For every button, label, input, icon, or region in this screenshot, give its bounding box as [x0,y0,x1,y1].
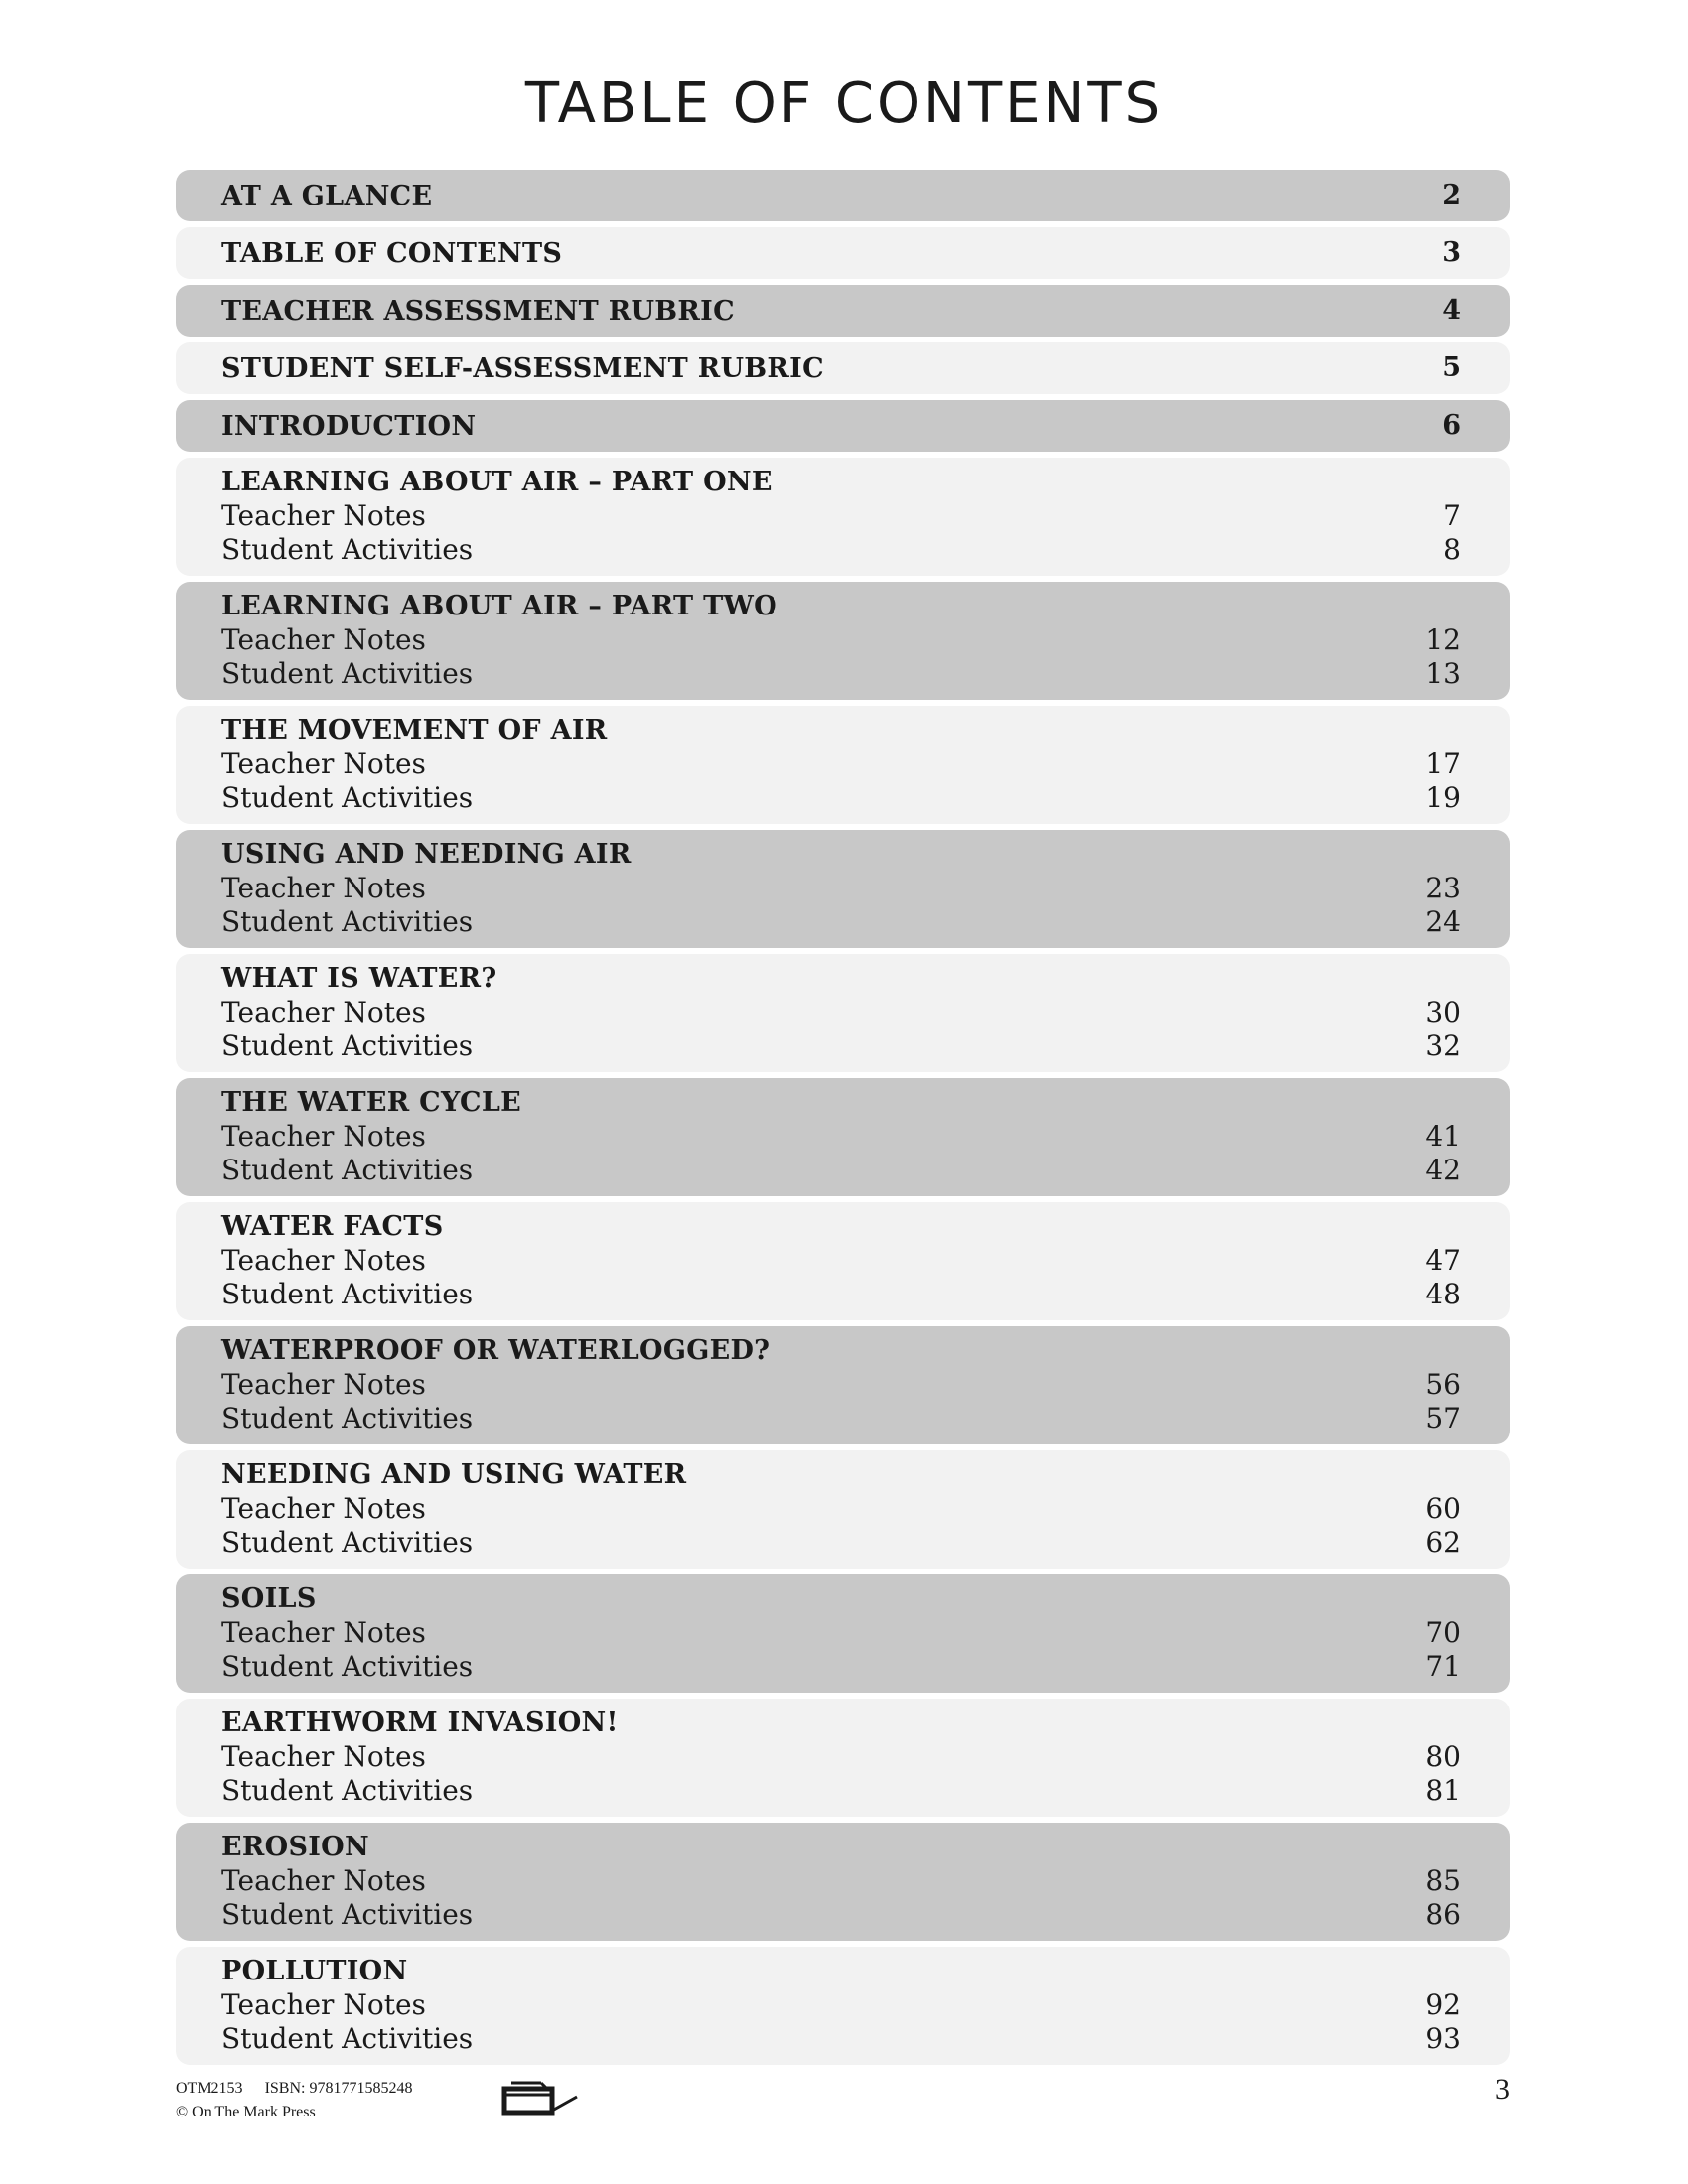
student-activities-page: 86 [1425,1898,1461,1931]
student-activities-line [221,1774,1461,1808]
toc-entry-heading: STUDENT SELF-ASSESSMENT RUBRIC [221,353,824,384]
toc-section-heading: POLLUTION [221,1956,408,1986]
teacher-notes-label: Teacher Notes [221,1368,426,1401]
teacher-notes-line [221,1120,1461,1154]
student-activities-line [221,1650,1461,1684]
student-activities-label: Student Activities [221,781,474,814]
teacher-notes-label: Teacher Notes [221,1244,426,1277]
student-activities-page: 24 [1425,905,1461,938]
teacher-notes-label: Teacher Notes [221,872,426,904]
student-activities-label: Student Activities [221,1650,474,1683]
student-activities-page: 62 [1425,1526,1461,1559]
teacher-notes-label: Teacher Notes [221,1492,426,1525]
toc-entry [176,227,1510,279]
on-the-mark-press-logo-icon [501,2079,581,2122]
toc-section [176,1574,1510,1693]
toc-section-heading: WHAT IS WATER? [221,963,497,994]
page-title: TABLE OF CONTENTS [524,71,1164,136]
toc-section-heading: THE WATER CYCLE [221,1087,522,1118]
student-activities-label: Student Activities [221,1774,474,1807]
teacher-notes-line [221,748,1461,781]
teacher-notes-line [221,1988,1461,2022]
toc-section [176,706,1510,824]
student-activities-page: 81 [1425,1774,1461,1807]
student-activities-line [221,1526,1461,1560]
toc-section-heading: LEARNING ABOUT AIR – PART ONE [221,467,773,497]
teacher-notes-line [221,1492,1461,1526]
teacher-notes-page: 23 [1425,872,1461,904]
toc-section-heading: THE MOVEMENT OF AIR [221,715,608,746]
toc-section [176,1326,1510,1444]
teacher-notes-line [221,1368,1461,1402]
single-entries [176,170,1510,452]
teacher-notes-label: Teacher Notes [221,1120,426,1153]
teacher-notes-line [221,1244,1461,1278]
student-activities-label: Student Activities [221,1278,474,1310]
student-activities-line [221,2022,1461,2056]
toc-entry-page: 4 [1442,295,1461,326]
footer-info [176,2077,412,2124]
toc-section-heading: EARTHWORM INVASION! [221,1707,619,1738]
student-activities-label: Student Activities [221,1154,474,1186]
teacher-notes-page: 7 [1443,499,1461,532]
teacher-notes-line [221,996,1461,1029]
toc-section [176,582,1510,700]
teacher-notes-page: 70 [1425,1616,1461,1649]
teacher-notes-page: 80 [1425,1740,1461,1773]
student-activities-label: Student Activities [221,533,474,566]
student-activities-label: Student Activities [221,905,474,938]
student-activities-line [221,1154,1461,1187]
teacher-notes-page: 47 [1425,1244,1461,1277]
student-activities-line [221,1029,1461,1063]
teacher-notes-line [221,1616,1461,1650]
student-activities-line [221,1402,1461,1435]
teacher-notes-page: 17 [1425,748,1461,780]
student-activities-label: Student Activities [221,1402,474,1434]
toc-section [176,458,1510,576]
student-activities-line [221,1278,1461,1311]
toc-section [176,1699,1510,1817]
teacher-notes-label: Teacher Notes [221,1616,426,1649]
teacher-notes-page: 92 [1425,1988,1461,2021]
student-activities-line [221,1898,1461,1932]
toc-section [176,1947,1510,2065]
toc-section-heading: LEARNING ABOUT AIR – PART TWO [221,591,777,621]
student-activities-page: 19 [1425,781,1461,814]
student-activities-page: 57 [1425,1402,1461,1434]
toc-entry-page: 5 [1442,352,1461,383]
toc-section [176,1450,1510,1569]
student-activities-page: 8 [1443,533,1461,566]
toc-section [176,1823,1510,1941]
toc-section-heading: NEEDING AND USING WATER [221,1459,687,1490]
toc-section [176,954,1510,1072]
teacher-notes-label: Teacher Notes [221,499,426,532]
teacher-notes-line [221,1740,1461,1774]
student-activities-line [221,657,1461,691]
teacher-notes-page: 85 [1425,1864,1461,1897]
toc-entry-heading: AT A GLANCE [221,181,433,211]
toc-section-heading: WATERPROOF OR WATERLOGGED? [221,1335,771,1366]
student-activities-page: 93 [1425,2022,1461,2055]
toc-section-heading: USING AND NEEDING AIR [221,839,632,870]
toc-entry-page: 6 [1442,410,1461,441]
teacher-notes-line [221,623,1461,657]
teacher-notes-page: 41 [1425,1120,1461,1153]
teacher-notes-page: 12 [1425,623,1461,656]
student-activities-label: Student Activities [221,1526,474,1559]
toc-section [176,830,1510,948]
product-code: OTM2153 [176,2080,243,2097]
teacher-notes-label: Teacher Notes [221,623,426,656]
isbn: ISBN: 9781771585248 [264,2080,413,2097]
student-activities-label: Student Activities [221,1029,474,1062]
toc-entry-heading: TABLE OF CONTENTS [221,238,563,269]
toc-entry [176,285,1510,337]
section-entries [176,458,1510,2065]
page-number: 3 [1495,2073,1510,2106]
toc-entry-heading: TEACHER ASSESSMENT RUBRIC [221,296,735,327]
copyright: © On The Mark Press [176,2104,316,2120]
teacher-notes-page: 60 [1425,1492,1461,1525]
toc-section-heading: SOILS [221,1583,317,1614]
student-activities-page: 13 [1425,657,1461,690]
teacher-notes-label: Teacher Notes [221,1988,426,2021]
teacher-notes-line [221,1864,1461,1898]
toc-section [176,1202,1510,1320]
student-activities-page: 42 [1425,1154,1461,1186]
toc-entry-page: 2 [1442,180,1461,210]
student-activities-page: 71 [1425,1650,1461,1683]
teacher-notes-label: Teacher Notes [221,1740,426,1773]
teacher-notes-line [221,499,1461,533]
toc-section [176,1078,1510,1196]
toc-section-heading: WATER FACTS [221,1211,444,1242]
teacher-notes-page: 30 [1425,996,1461,1028]
toc-entry [176,170,1510,221]
teacher-notes-page: 56 [1425,1368,1461,1401]
toc-entry [176,400,1510,452]
teacher-notes-line [221,872,1461,905]
toc-entry-page: 3 [1442,237,1461,268]
toc-entry-heading: INTRODUCTION [221,411,477,442]
teacher-notes-label: Teacher Notes [221,1864,426,1897]
student-activities-line [221,781,1461,815]
student-activities-line [221,533,1461,567]
table-of-contents [176,170,1510,2071]
toc-section-heading: EROSION [221,1832,369,1862]
student-activities-page: 32 [1425,1029,1461,1062]
teacher-notes-label: Teacher Notes [221,748,426,780]
toc-entry [176,342,1510,394]
student-activities-label: Student Activities [221,657,474,690]
teacher-notes-label: Teacher Notes [221,996,426,1028]
student-activities-label: Student Activities [221,1898,474,1931]
student-activities-line [221,905,1461,939]
student-activities-label: Student Activities [221,2022,474,2055]
student-activities-page: 48 [1425,1278,1461,1310]
